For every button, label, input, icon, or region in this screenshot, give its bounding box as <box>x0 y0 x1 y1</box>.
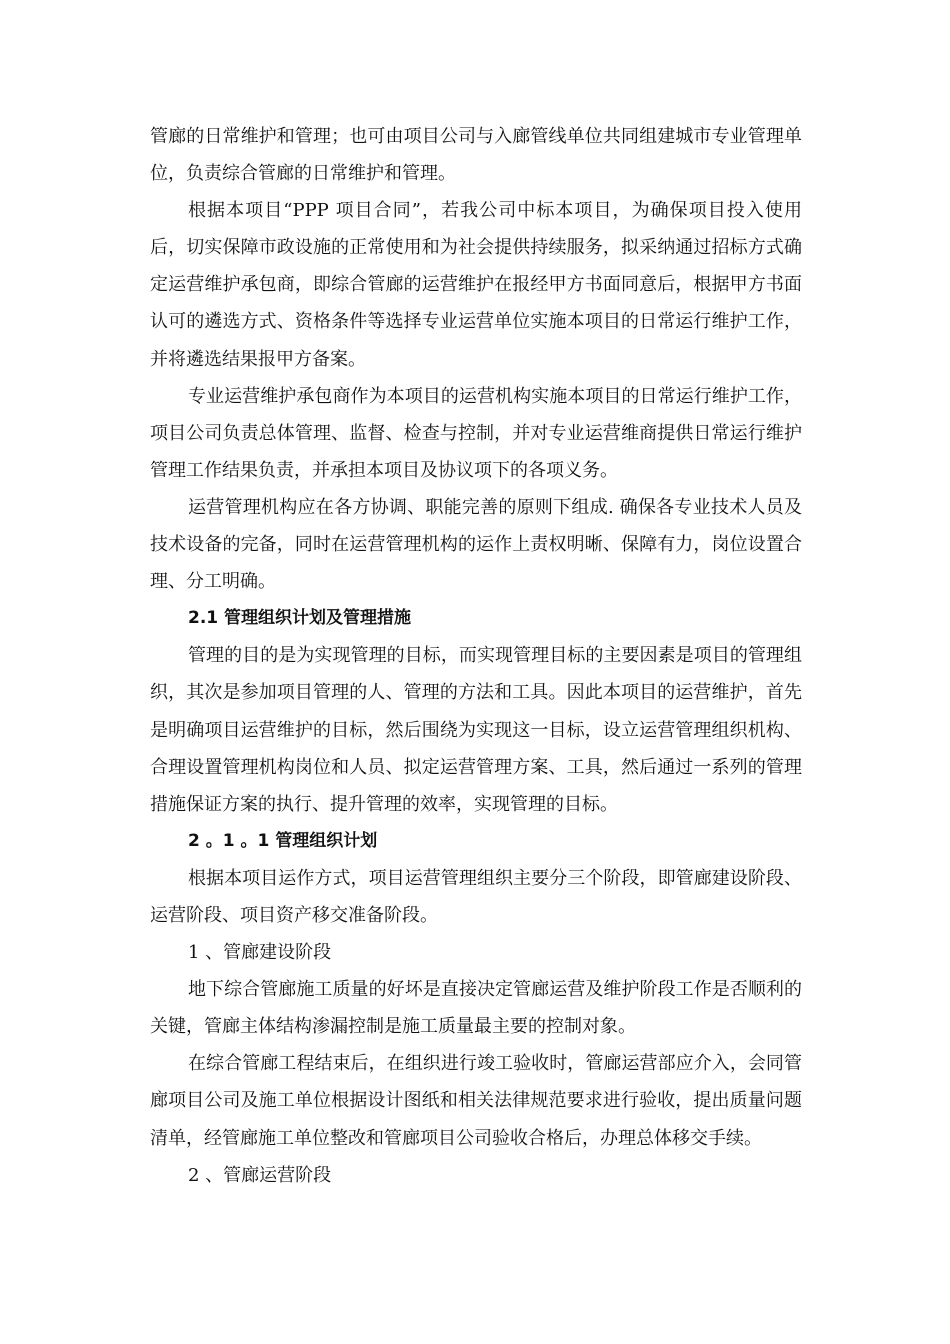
document-body <box>150 118 802 1194</box>
list-item: 1 、管廊建设阶段 <box>188 942 332 964</box>
list-item: 2 、管廊运营阶段 <box>188 1164 332 1186</box>
paragraph: 地下综合管廊施工质量的好坏是直接决定管廊运营及维护阶段工作是否顺利的关键，管廊主体结构渗漏控制是施工质量最主要的控制对象。 <box>150 979 802 1038</box>
paragraph: 根据本项目运作方式，项目运营管理组织主要分三个阶段，即管廊建设阶段、运营阶段、项目资产移交准备阶段。 <box>150 867 802 926</box>
subsection-heading: 2 。1 。1 管理组织计划 <box>188 830 378 851</box>
paragraph: 在综合管廊工程结束后，在组织进行竣工验收时，管廊运营部应介入，会同管廊项目公司及施工单位根据设计图纸和相关法律规范要求进行验收，提出质量问题清单，经管廊施工单位整改和管廊项目公司验收合格后，办理总体移交手续。 <box>150 1053 802 1149</box>
paragraph: 根据本项目“PPP 项目合同”，若我公司中标本项目，为确保项目投入使用后，切实保障市政设施的正常使用和为社会提供持续服务，拟采纳通过招标方式确定运营维护承包商，即综合管廊的运营维护在报经甲方书面同意后，根据甲方书面认可的遴选方式、资格条件等选择专业运营单位实施本项目的日常运行维护工作，并将遴选结果报甲方备案。 <box>150 200 802 370</box>
paragraph: 管理的目的是为实现管理的目标，而实现管理目标的主要因素是项目的管理组织，其次是参加项目管理的人、管理的方法和工具。因此本项目的运营维护，首先是明确项目运营维护的目标，然后围绕为实现这一目标，设立运营管理组织机构、合理设置管理机构岗位和人员、拟定运营管理方案、工具，然后通过一系列的管理措施保证方案的执行、提升管理的效率，实现管理的目标。 <box>150 645 802 815</box>
section-heading: 2.1 管理组织计划及管理措施 <box>188 608 412 629</box>
paragraph: 运营管理机构应在各方协调、职能完善的原则下组成. 确保各专业技术人员及技术设备的完备，同时在运营管理机构的运作上责权明晰、保障有力，岗位设置合理、分工明确。 <box>150 496 802 593</box>
paragraph: 专业运营维护承包商作为本项目的运营机构实施本项目的日常运行维护工作，项目公司负责总体管理、监督、检查与控制，并对专业运营维商提供日常运行维护管理工作结果负责，并承担本项目及协议项下的各项义务。 <box>150 385 802 481</box>
paragraph: 管廊的日常维护和管理；也可由项目公司与入廊管线单位共同组建城市专业管理单位，负责综合管廊的日常维护和管理。 <box>150 126 802 185</box>
